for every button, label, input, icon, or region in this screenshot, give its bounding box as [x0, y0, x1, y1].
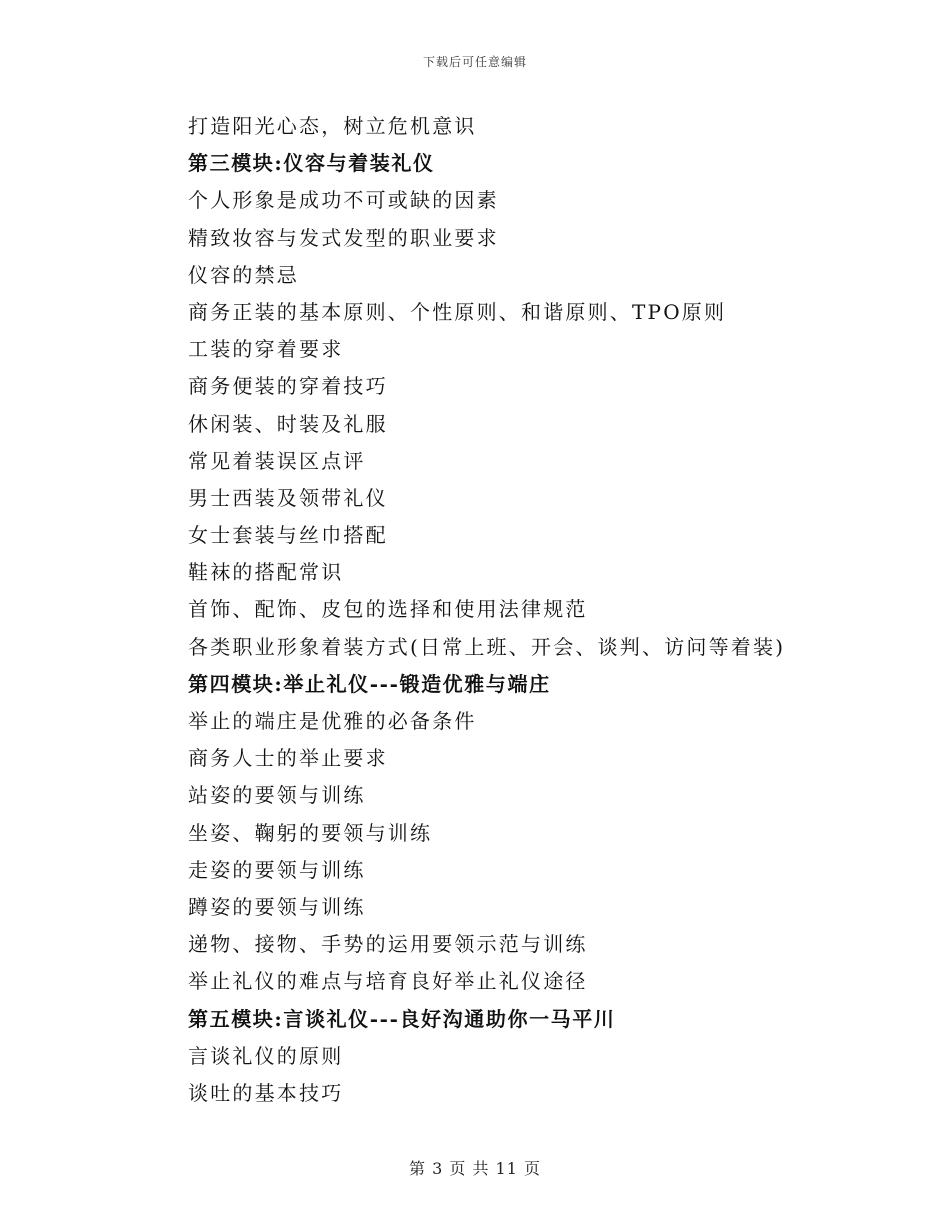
page-header-note: 下载后可任意编辑	[422, 55, 527, 69]
body-line: 个人形象是成功不可或缺的因素	[188, 188, 499, 213]
body-line: 首饰、配饰、皮包的选择和使用法律规范	[188, 597, 588, 622]
body-line: 坐姿、鞠躬的要领与训练	[188, 820, 433, 845]
document-body	[188, 108, 828, 1112]
body-line: 走姿的要领与训练	[188, 857, 366, 882]
body-line: 举止礼仪的难点与培育良好举止礼仪途径	[188, 969, 588, 994]
section-heading: 第四模块:举止礼仪---锻造优雅与端庄	[188, 671, 551, 696]
body-line: 商务便装的穿着技巧	[188, 374, 388, 399]
body-line: 各类职业形象着装方式(日常上班、开会、谈判、访问等着装)	[188, 634, 786, 659]
body-line: 常见着装误区点评	[188, 448, 366, 473]
body-line: 工装的穿着要求	[188, 337, 344, 362]
body-line: 打造阳光心态，树立危机意识	[188, 114, 477, 138]
body-line: 递物、接物、手势的运用要领示范与训练	[188, 932, 588, 957]
body-line: 仪容的禁忌	[188, 262, 299, 287]
section-heading: 第三模块:仪容与着装礼仪	[188, 151, 435, 176]
page-number-footer: 第 3 页 共 11 页	[409, 1159, 541, 1178]
body-line: 蹲姿的要领与训练	[188, 894, 366, 919]
body-line: 精致妆容与发式发型的职业要求	[188, 225, 499, 250]
body-line: 站姿的要领与训练	[188, 783, 366, 808]
body-line: 商务人士的举止要求	[188, 746, 388, 771]
section-heading: 第五模块:言谈礼仪---良好沟通助你一马平川	[188, 1006, 616, 1031]
body-line: 商务正装的基本原则、个性原则、和谐原则、TPO原则	[188, 299, 727, 324]
body-line: 女士套装与丝巾搭配	[188, 523, 388, 548]
body-line: 休闲装、时装及礼服	[188, 411, 388, 436]
body-line: 举止的端庄是优雅的必备条件	[188, 709, 477, 733]
body-line: 鞋袜的搭配常识	[188, 560, 344, 585]
body-line: 言谈礼仪的原则	[188, 1043, 344, 1068]
body-line: 谈吐的基本技巧	[188, 1080, 344, 1105]
body-line: 男士西装及领带礼仪	[188, 485, 388, 510]
